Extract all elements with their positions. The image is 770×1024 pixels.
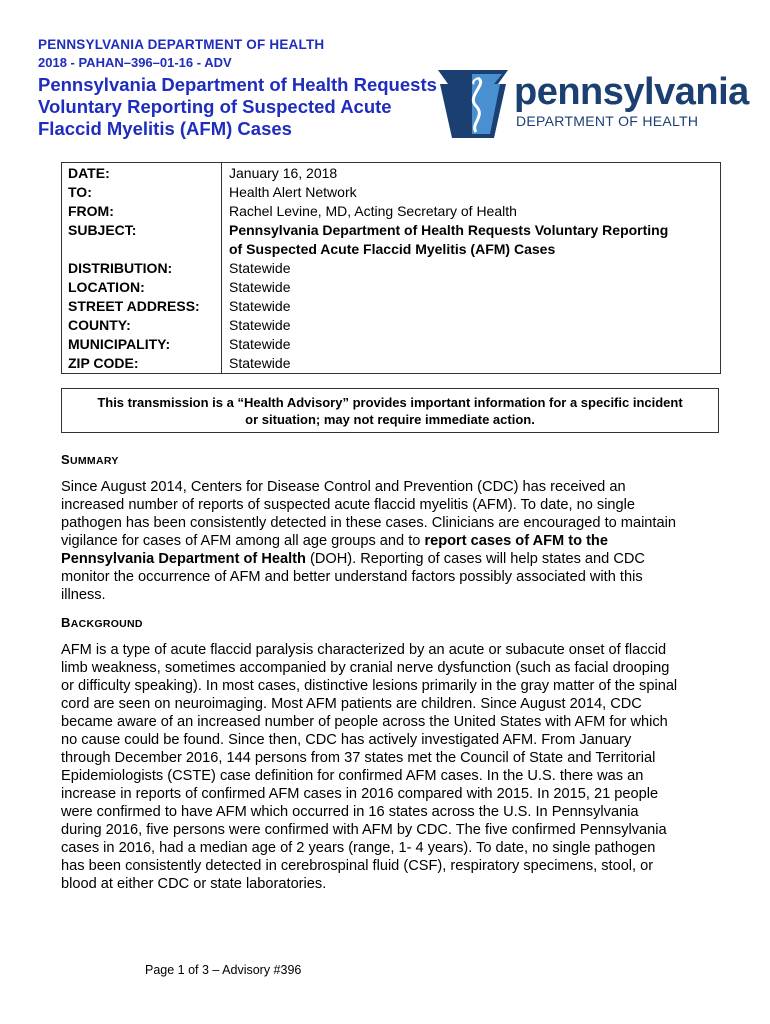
summary-line: increased number of reports of suspected acute flaccid myelitis (AFM). To date, no single: [61, 497, 636, 513]
advisory-line: This transmission is a “Health Advisory” provides important information for a specific incident: [97, 395, 683, 410]
background-line: cord are seen on neuroimaging. Most AFM patients are children. Since August 2014, CDC: [61, 696, 642, 712]
subject-label: SUBJECT:: [62, 221, 222, 259]
document-title: [38, 74, 438, 140]
background-line: during 2016, five persons were confirmed with AFM by CDC. The five confirmed Pennsylvania: [61, 822, 667, 838]
distribution-label: DISTRIBUTION:: [62, 259, 222, 278]
date-label: DATE:: [62, 163, 222, 183]
subject-value: [222, 221, 674, 259]
background-line: no cause could be found. Since then, CDC has actively investigated AFM. From January: [61, 732, 632, 748]
background-paragraph: [61, 641, 711, 893]
background-line: has been consistently detected in cerebrospinal fluid (CSF), respiratory specimens, stool, or: [61, 858, 654, 874]
advisory-notice-box: [61, 388, 719, 433]
summary-line: pathogen has been consistently detected in these cases. Clinicians are encouraged to maintain: [61, 515, 676, 531]
location-label: LOCATION:: [62, 278, 222, 297]
subject-line: of Suspected Acute Flaccid Myelitis (AFM) Cases: [229, 241, 556, 257]
street-value: Statewide: [229, 298, 291, 314]
to-label: TO:: [62, 183, 222, 202]
subject-line: Pennsylvania Department of Health Requests Voluntary Reporting: [229, 222, 669, 238]
background-line: or difficulty speaking). In most cases, distinctive lesions primarily in the gray matter of the spinal: [61, 678, 678, 694]
from-label: FROM:: [62, 202, 222, 221]
info-row-location: [62, 278, 720, 297]
info-row-county: [62, 316, 720, 335]
background-line: cases in 2016, had a median age of 2 years (range, 1- 4 years). To date, no single pathogen: [61, 840, 656, 856]
background-line: increase in reports of confirmed AFM cases in 2016 compared with 2015. In 2015, 21 people: [61, 786, 659, 802]
municipality-value: Statewide: [229, 336, 291, 352]
summary-line: illness.: [61, 587, 106, 603]
summary-heading: SUMMARY: [61, 452, 119, 467]
date-value: January 16, 2018: [229, 165, 338, 181]
title-line: Pennsylvania Department of Health Requests: [38, 74, 437, 95]
county-value: Statewide: [229, 317, 291, 333]
county-label: COUNTY:: [62, 316, 222, 335]
background-line: blood at either CDC or state laboratories.: [61, 876, 327, 892]
background-line: became aware of an increased number of people across the United States with AFM for which: [61, 714, 668, 730]
background-line: Epidemiologists (CSTE) case definition for confirmed AFM cases. In the U.S. there was an: [61, 768, 644, 784]
from-value: Rachel Levine, MD, Acting Secretary of Health: [229, 203, 517, 219]
summary-line: vigilance for cases of AFM among all age groups and to report cases of AFM to the: [61, 533, 608, 549]
title-line: Voluntary Reporting of Suspected Acute: [38, 96, 392, 117]
background-line: limb weakness, sometimes accompanied by cranial nerve dysfunction (such as facial drooping: [61, 660, 670, 676]
location-value: Statewide: [229, 279, 291, 295]
street-label: STREET ADDRESS:: [62, 297, 222, 316]
background-heading: BACKGROUND: [61, 615, 143, 630]
background-line: through December 2016, 144 persons from 37 states met the Council of State and Territorial: [61, 750, 656, 766]
memo-info-table: [61, 162, 721, 374]
advisory-line: or situation; may not require immediate action.: [245, 412, 535, 427]
background-line: were confirmed to have AFM which occurred in 16 states across the U.S. In Pennsylvania: [61, 804, 639, 820]
municipality-label: MUNICIPALITY:: [62, 335, 222, 354]
info-row-zip: [62, 354, 720, 373]
info-row-street: [62, 297, 720, 316]
department-heading: PENNSYLVANIA DEPARTMENT OF HEALTH: [38, 37, 325, 52]
summary-line: Pennsylvania Department of Health (DOH). Reporting of cases will help states and CDC: [61, 551, 645, 567]
summary-line: Since August 2014, Centers for Disease Control and Prevention (CDC) has received an: [61, 479, 626, 495]
logo-subtitle: DEPARTMENT OF HEALTH: [516, 113, 699, 129]
zip-label: ZIP CODE:: [62, 354, 222, 373]
background-line: AFM is a type of acute flaccid paralysis characterized by an acute or subacute onset of flaccid: [61, 642, 667, 658]
logo-wordmark: pennsylvania: [514, 71, 749, 113]
info-row-date: [62, 163, 720, 183]
title-line: Flaccid Myelitis (AFM) Cases: [38, 118, 292, 139]
info-row-from: [62, 202, 720, 221]
info-row-municipality: [62, 335, 720, 354]
zip-value: Statewide: [229, 355, 291, 371]
info-row-subject: [62, 221, 720, 259]
summary-line: monitor the occurrence of AFM and better understand factors possibly associated with this: [61, 569, 643, 585]
distribution-value: Statewide: [229, 260, 291, 276]
info-row-distribution: [62, 259, 720, 278]
advisory-code: 2018 - PAHAN–396–01-16 - ADV: [38, 55, 232, 70]
summary-paragraph: [61, 478, 711, 604]
page-footer: Page 1 of 3 – Advisory #396: [145, 963, 302, 977]
to-value: Health Alert Network: [229, 184, 357, 200]
info-row-to: [62, 183, 720, 202]
